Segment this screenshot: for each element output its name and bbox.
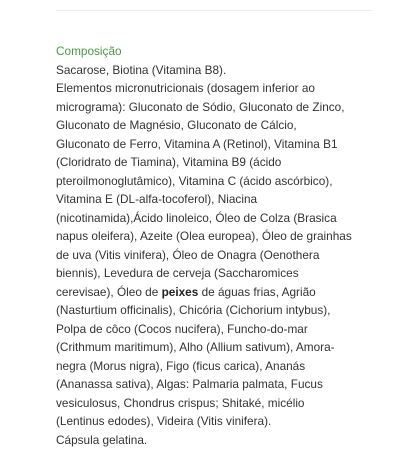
composition-line: (Crithmum maritimum), Alho (Allium sativum), Amora-: [56, 340, 335, 354]
top-divider: [56, 10, 372, 11]
composition-line: biennis), Levedura de cerveja (Saccharomices: [56, 266, 299, 280]
composition-section: [56, 42, 356, 449]
composition-line: Elementos micronutricionais (dosagem inferior ao: [56, 81, 315, 95]
composition-heading: Composição: [56, 44, 122, 58]
composition-line: pteroilmonoglutâmico), Vitamina C (ácido ascórbico),: [56, 173, 333, 188]
composition-line: Polpa de côco (Cocos nucifera), Funcho-do-mar: [56, 321, 308, 336]
composition-line: (Lentinus edodes), Videira (Vitis vinifera).: [56, 414, 272, 428]
composition-line: (nicotinamida),Ácido linoleico, Óleo de Colza (Brasica: [56, 210, 337, 225]
composition-line: (Nasturtium officinalis), Chicória (Cichorium intybus),: [56, 303, 331, 317]
composition-line: Vitamina E (DL-alfa-tocoferol), Niacina: [56, 192, 258, 206]
composition-line: napus oleifera), Azeite (Olea europea), Óleo de grainhas: [56, 229, 352, 243]
composition-line: Sacarose, Biotina (Vitamina B8).: [56, 62, 227, 77]
bold-word-peixes: peixes: [161, 284, 199, 299]
bold-line-after: de águas frias, Agrião: [198, 284, 316, 299]
composition-line: Gluconato de Ferro, Vitamina A (Retinol), Vitamina B1: [56, 136, 338, 151]
composition-line: negra (Morus nigra), Figo (ficus carica), Ananás: [56, 358, 306, 373]
composition-line: de uva (Vitis vinifera), Óleo de Onagra (Oenothera: [56, 247, 320, 262]
composition-line: micrograma): Gluconato de Sódio, Gluconato de Zinco,: [56, 99, 345, 114]
composition-line: (Cloridrato de Tiamina), Vitamina B9 (ácido: [56, 155, 282, 169]
composition-line: Gluconato de Magnésio, Gluconato de Cálcio,: [56, 118, 297, 132]
bold-line-before: cerevisae), Óleo de: [56, 284, 162, 299]
composition-line-with-bold: [56, 283, 356, 302]
composition-line: (Ananassa sativa), Algas: Palmaria palmata, Fucus: [56, 377, 323, 391]
composition-line: Cápsula gelatina.: [56, 432, 148, 447]
composition-text: [56, 61, 356, 450]
composition-line: vesiculosus, Chondrus crispus; Shitaké, micélio: [56, 395, 305, 410]
